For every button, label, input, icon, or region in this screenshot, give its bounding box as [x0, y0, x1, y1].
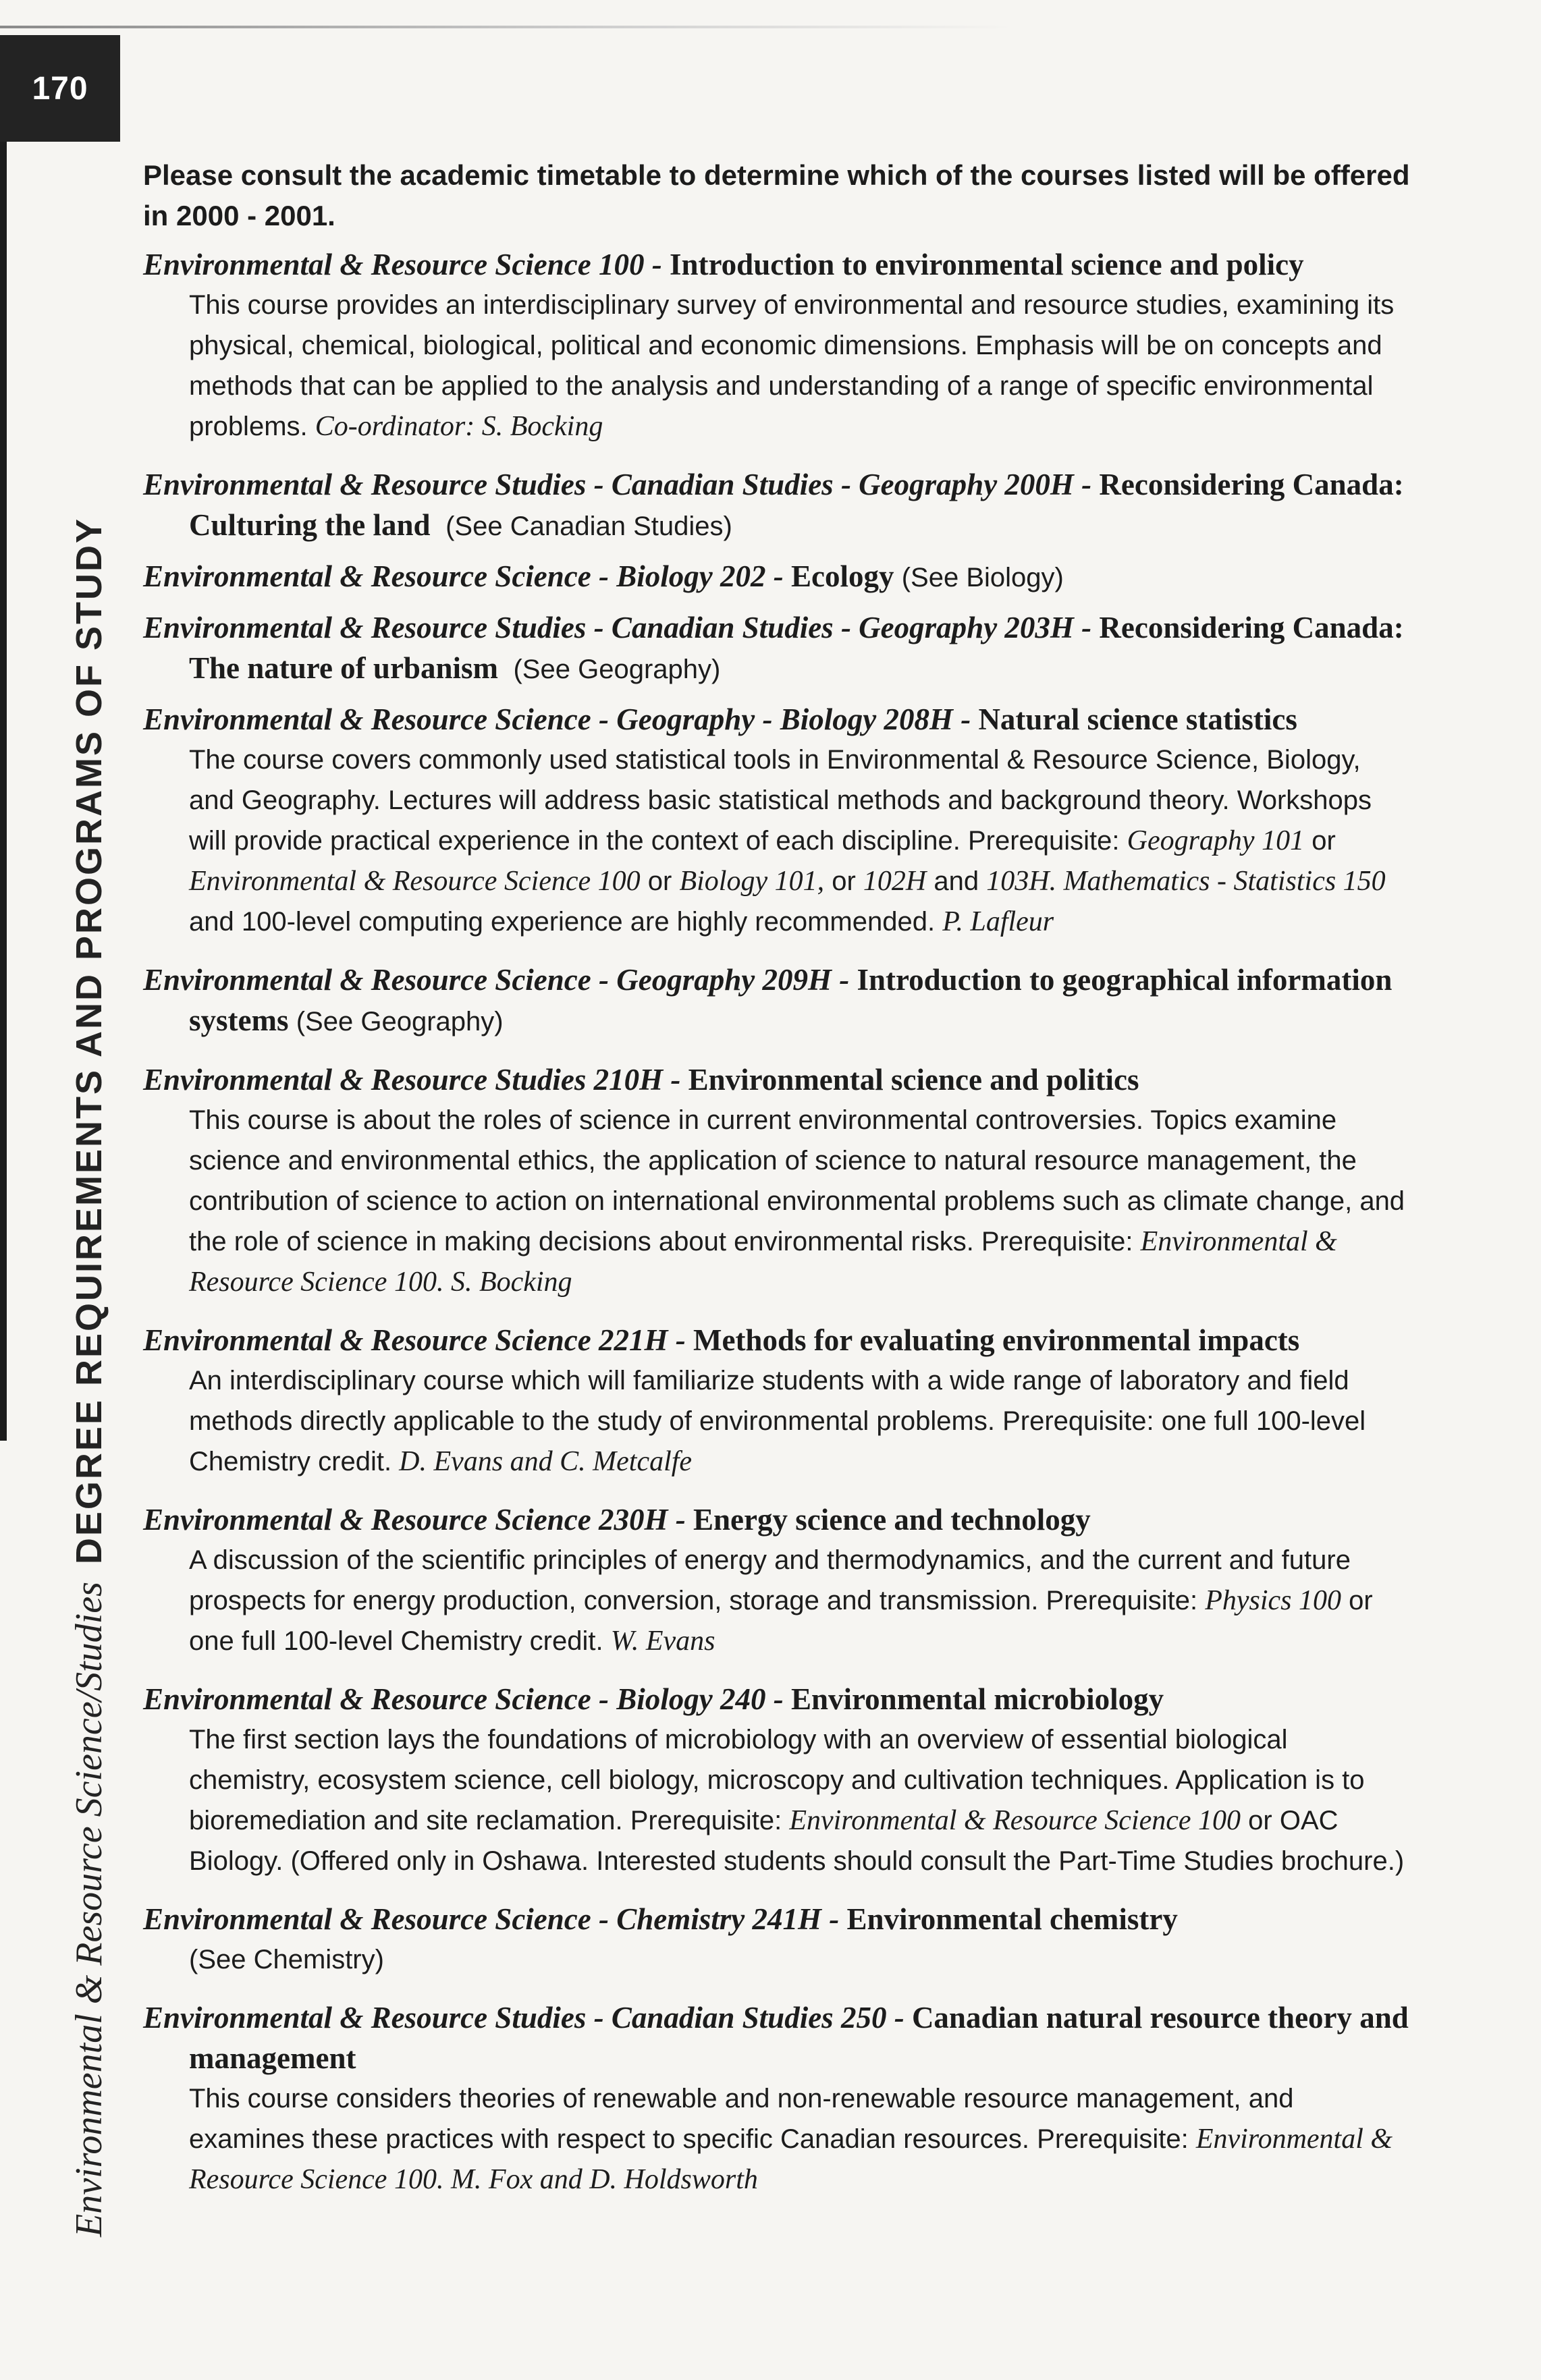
course-entry-ers-203h	[143, 607, 1412, 690]
course-code: Environmental & Resource Studies - Canadian Studies - Geography 200H -	[143, 468, 1100, 501]
course-code: Environmental & Resource Science - Geography 209H -	[143, 963, 857, 997]
course-title: Natural science statistics	[978, 702, 1297, 736]
side-title-department: Environmental & Resource Science/Studies	[68, 1582, 110, 2237]
course-code: Environmental & Resource Studies 210H -	[143, 1063, 688, 1097]
prereq-course: Environmental & Resource Science 100	[789, 1805, 1241, 1836]
course-title: Reconsidering Canada: Culturing the land	[189, 468, 1404, 542]
course-description	[143, 1360, 1412, 1482]
description-text: This course is about the roles of science in current environmental controversies. Topics examine science and environmental ethics, the application of science to natural resource management, the contribution of science to action on international environmental problems such as climate change, and the role of science in making decisions about environmental risks. Prerequisite:	[189, 1105, 1405, 1256]
course-code: Environmental & Resource Studies - Canadian Studies 250 -	[143, 2001, 912, 2035]
course-instructor: Environmental & Resource Science 100. M. Fox and D. Holdsworth	[189, 2124, 1393, 2195]
course-heading	[143, 244, 1412, 285]
prereq-course: 103H. Mathematics - Statistics 150	[986, 866, 1386, 897]
description-tail: or one full 100-level Chemistry credit.	[189, 1586, 1373, 1656]
see-reference: (See Canadian Studies)	[445, 511, 732, 541]
course-heading	[143, 699, 1412, 740]
side-title-section: DEGREE REQUIREMENTS AND PROGRAMS OF STUDY	[69, 516, 109, 1565]
course-entry-ers-210h	[143, 1059, 1412, 1302]
course-title: Canadian natural resource theory and management	[189, 2001, 1409, 2075]
course-instructor: Environmental & Resource Science 100. S. Bocking	[189, 1226, 1337, 1298]
description-text: This course considers theories of renewable and non-renewable resource management, and examines these practices with respect to specific Canadian resources. Prerequisite:	[189, 2084, 1294, 2154]
course-title: Introduction to geographical information systems	[189, 963, 1393, 1037]
description-text: A discussion of the scientific principles of energy and thermodynamics, and the current and future prospects for energy production, conversion, storage and transmission. Prerequisite:	[189, 1545, 1351, 1615]
course-description	[143, 1719, 1412, 1881]
course-code: Environmental & Resource Science 221H -	[143, 1323, 693, 1357]
intro-note: Please consult the academic timetable to determine which of the courses listed will be offered in 2000 - 2001.	[143, 159, 1410, 231]
course-description	[143, 2078, 1412, 2200]
course-title: Introduction to environmental science and policy	[670, 248, 1304, 281]
course-entry-ers-230h	[143, 1499, 1412, 1661]
course-heading	[143, 1499, 1412, 1540]
course-instructor: D. Evans and C. Metcalfe	[399, 1446, 693, 1477]
prereq-course: 102H	[863, 866, 927, 897]
prereq-text: or	[1304, 826, 1336, 856]
course-instructor: P. Lafleur	[942, 906, 1054, 937]
top-rule	[0, 26, 1012, 28]
course-heading	[143, 464, 1412, 547]
course-entry-ers-100	[143, 244, 1412, 447]
course-title: Environmental microbiology	[790, 1682, 1164, 1716]
course-description	[143, 285, 1412, 447]
see-reference: (See Biology)	[901, 563, 1064, 592]
prereq-text: or	[824, 866, 863, 896]
course-heading	[143, 556, 1412, 598]
course-entry-ers-240	[143, 1679, 1412, 1881]
course-description	[143, 1100, 1412, 1302]
course-entry-ers-241h	[143, 1899, 1412, 1980]
prereq-course: Environmental & Resource Science 100	[189, 866, 641, 897]
see-reference: (See Geography)	[296, 1007, 504, 1036]
side-title	[67, 517, 111, 2237]
course-code: Environmental & Resource Science - Geography - Biology 208H -	[143, 702, 979, 736]
description-text: The course covers commonly used statistical tools in Environmental & Resource Science, Biology, and Geography. Lectures will address basic statistical methods and background theory. Workshops will provide practical experience in the context of each discipline. Prerequisite:	[189, 745, 1372, 856]
course-code: Environmental & Resource Studies - Canadian Studies - Geography 203H -	[143, 611, 1100, 644]
description-tail: or OAC Biology. (Offered only in Oshawa. Interested students should consult the Part-Time Studies brochure.)	[189, 1806, 1405, 1876]
prereq-text: and	[926, 866, 987, 896]
course-title: Methods for evaluating environmental impacts	[693, 1323, 1300, 1357]
course-entry-ers-250	[143, 1997, 1412, 2200]
course-description	[143, 1540, 1412, 1661]
description-text: This course provides an interdisciplinary survey of environmental and resource studies, examining its physical, chemical, biological, political and economic dimensions. Emphasis will be on concepts and methods that can be applied to the analysis and understanding of a range of specific environmental problems.	[189, 290, 1395, 441]
course-title: Ecology	[790, 559, 894, 593]
course-heading	[143, 607, 1412, 690]
course-entry-ers-200h	[143, 464, 1412, 547]
prereq-text: and 100-level computing experience are highly recommended.	[189, 907, 943, 937]
course-title: Reconsidering Canada: The nature of urbanism	[189, 611, 1404, 685]
course-heading	[143, 1059, 1412, 1100]
course-code: Environmental & Resource Science 230H -	[143, 1503, 693, 1537]
course-code: Environmental & Resource Science - Biology 240 -	[143, 1682, 791, 1716]
prereq-course: Physics 100	[1205, 1585, 1342, 1616]
course-instructor: W. Evans	[610, 1626, 715, 1657]
course-title: Environmental science and politics	[688, 1063, 1139, 1097]
course-heading	[143, 1679, 1412, 1719]
see-reference: (See Chemistry)	[189, 1945, 384, 1974]
course-description	[143, 740, 1412, 942]
prereq-course: Biology 101,	[679, 866, 825, 897]
course-heading	[143, 960, 1412, 1042]
course-heading	[143, 1320, 1412, 1360]
description-text: The first section lays the foundations of microbiology with an overview of essential biological chemistry, ecosystem science, cell biology, microscopy and cultivation techniques. Application is to bioremediation and site reclamation. Prerequisite:	[189, 1725, 1365, 1835]
course-heading	[143, 1997, 1412, 2078]
course-instructor: Co-ordinator: S. Bocking	[315, 411, 603, 442]
prereq-text: or	[640, 866, 680, 896]
course-entry-ers-209h	[143, 960, 1412, 1042]
side-bar	[0, 142, 7, 1441]
course-entry-ers-208h	[143, 699, 1412, 942]
course-listing	[143, 155, 1412, 2209]
course-title: Energy science and technology	[693, 1503, 1091, 1537]
page-number: 170	[0, 35, 120, 142]
course-code: Environmental & Resource Science - Chemistry 241H -	[143, 1902, 847, 1936]
course-entry-ers-221h	[143, 1320, 1412, 1482]
course-code: Environmental & Resource Science - Biology 202 -	[143, 559, 791, 593]
description-text: An interdisciplinary course which will familiarize students with a wide range of laboratory and field methods directly applicable to the study of environmental problems. Prerequisite: one full 100-level Chemistry credit.	[189, 1366, 1366, 1476]
prereq-course: Geography 101	[1127, 825, 1305, 856]
course-code: Environmental & Resource Science 100 -	[143, 248, 670, 281]
course-heading	[143, 1899, 1412, 1939]
course-entry-ers-202	[143, 556, 1412, 598]
course-title: Environmental chemistry	[846, 1902, 1178, 1936]
see-reference: (See Geography)	[513, 655, 721, 684]
